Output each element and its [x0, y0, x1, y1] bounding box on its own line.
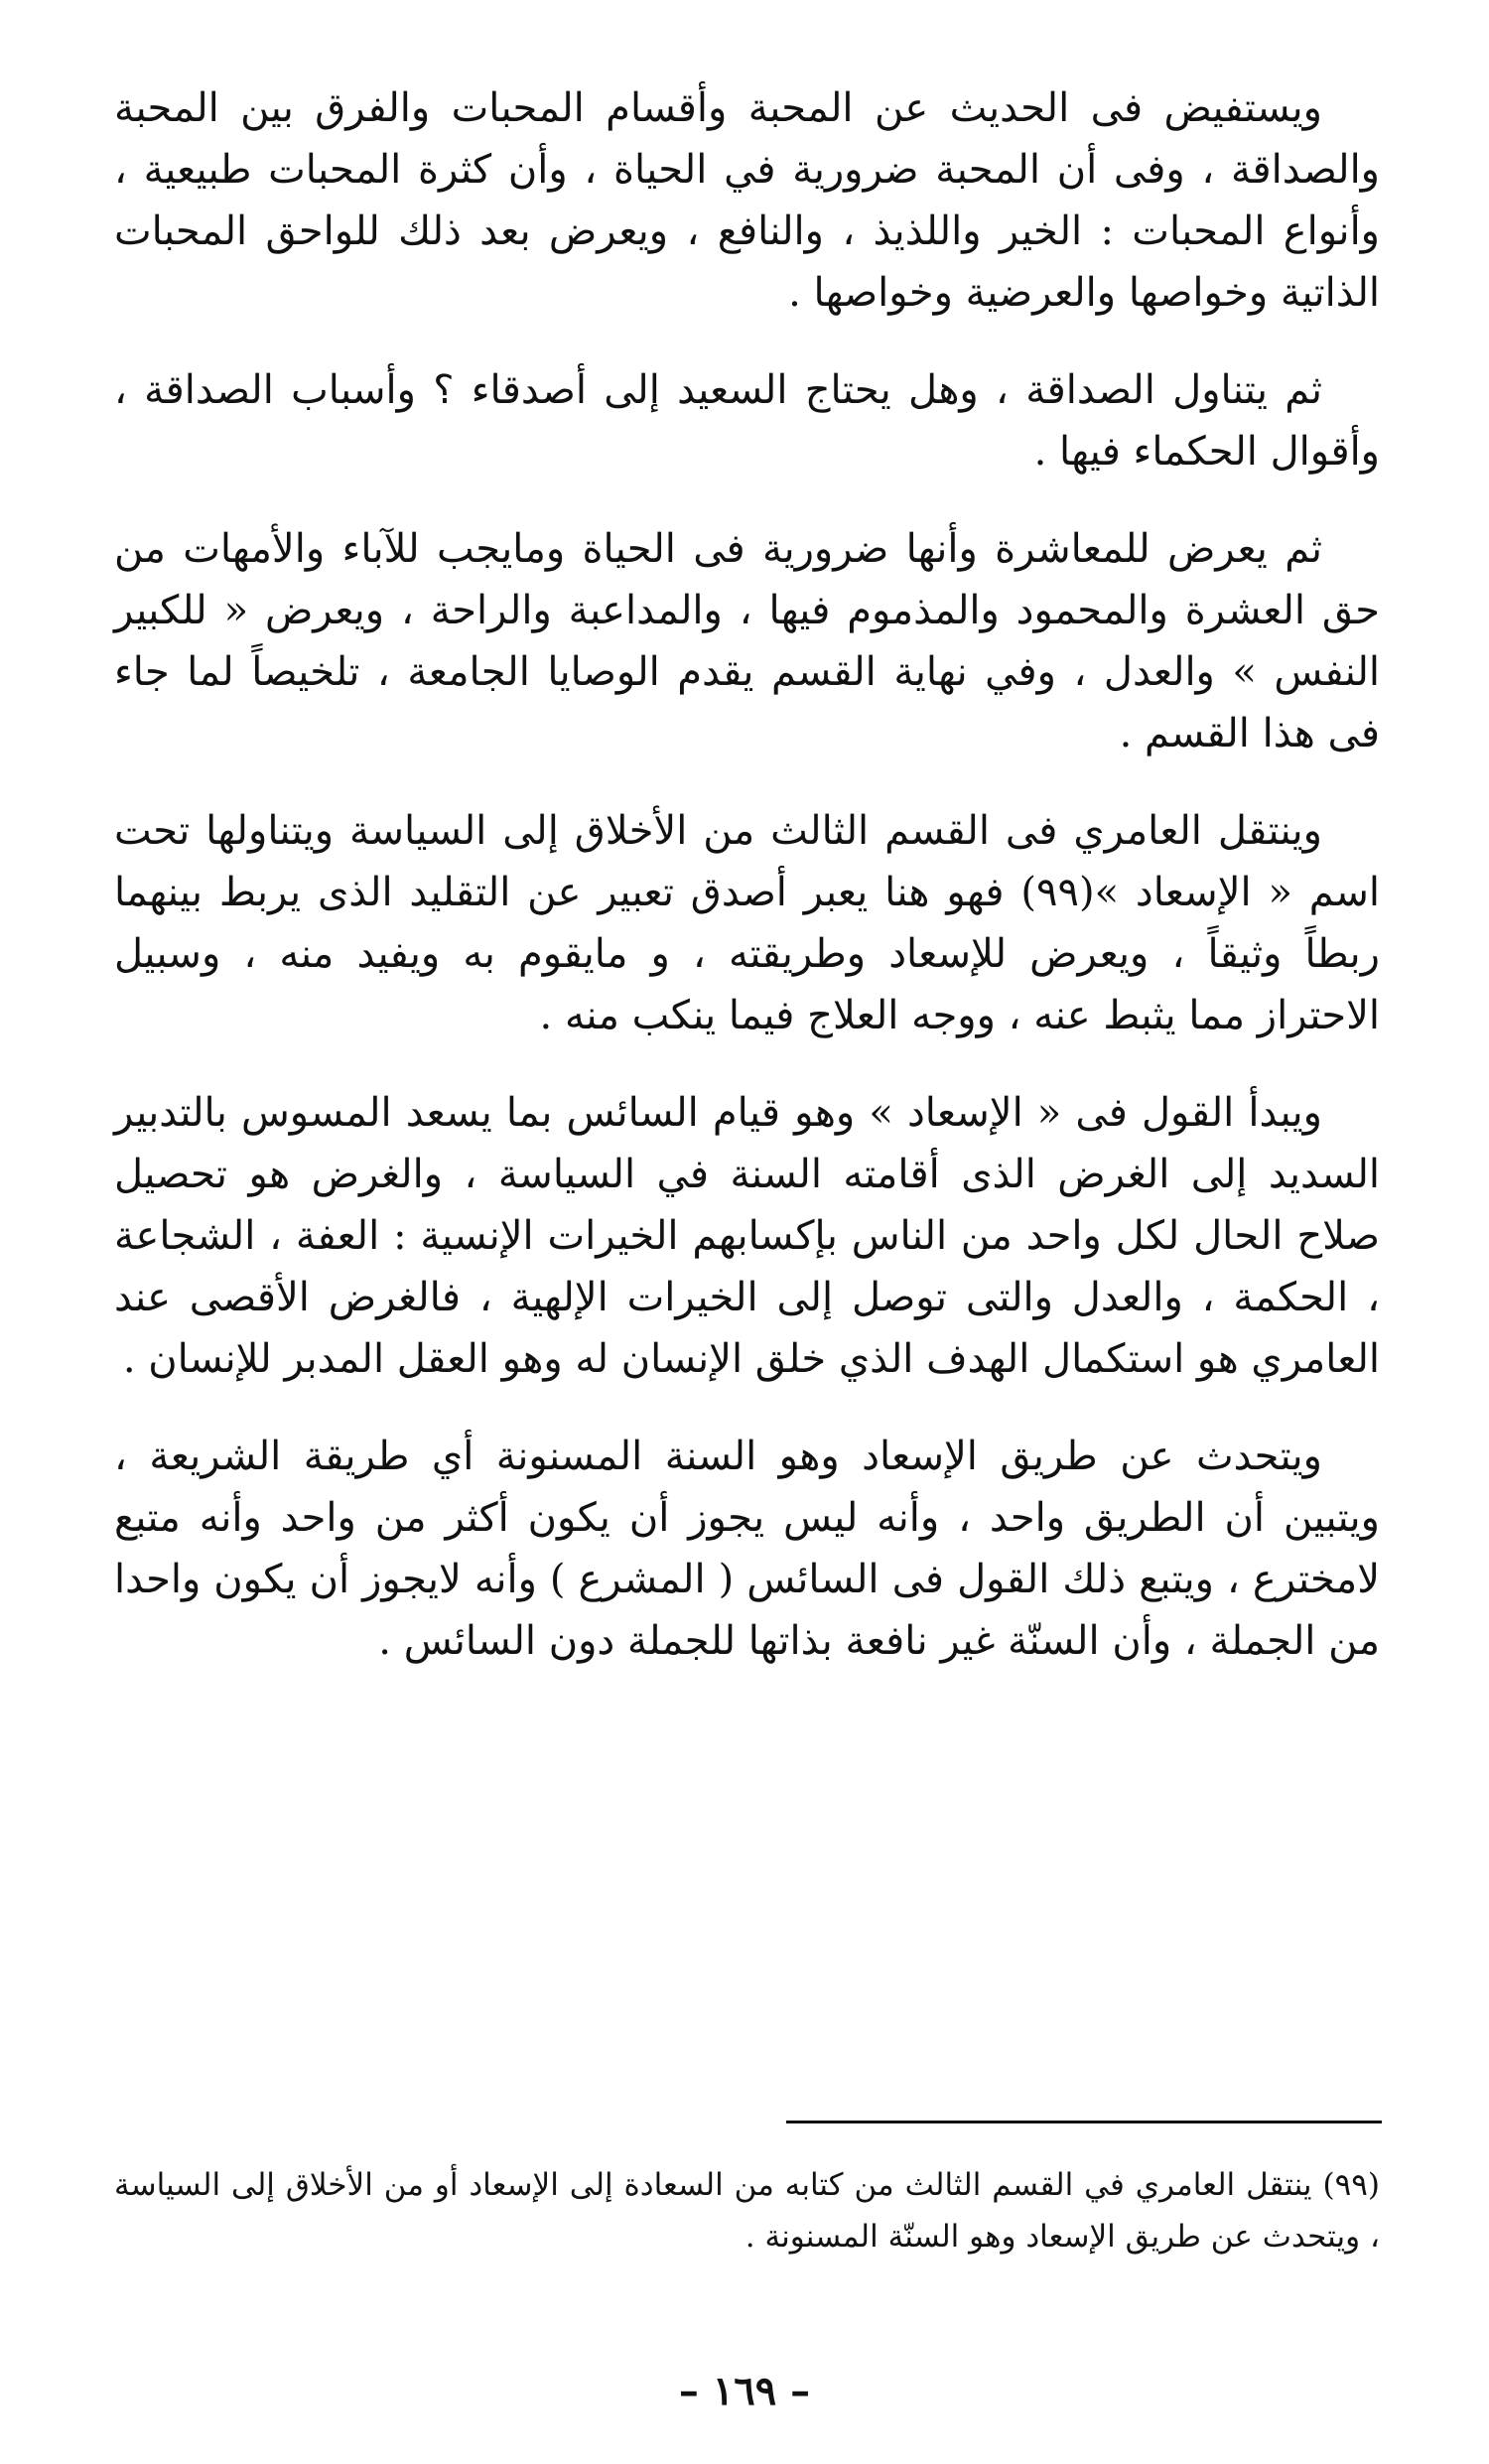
paragraph-love-and-friendship: ويستفيض فى الحديث عن المحبة وأقسام المحبات والفرق بين المحبة والصداقة ، وفى أن المحبة ضرورية في الحياة ، وأن كثرة المحبات طبيعية ، وأنواع المحبات : الخير واللذيذ ، والنافع ، ويعرض بعد ذلك للواحق المحبات الذاتية وخواصها والعرضية وخواصها .: [114, 85, 1380, 316]
paragraph-isaad-definition: ويبدأ القول فى « الإسعاد » وهو قيام السائس بما يسعد المسوس بالتدبير السديد إلى الغرض الذى أقامته السنة في السياسة ، والغرض هو تحصيل صلاح الحال لكل واحد من الناس بإكسابهم الخيرات الإنسية : العفة ، الشجاعة ، الحكمة ، والعدل والتى توصل إلى الخيرات الإلهية ، فالغرض الأقصى عند العامري هو استكمال الهدف الذي خلق الإنسان له وهو العقل المدبر للإنسان .: [114, 1090, 1380, 1382]
footnote-divider: [786, 2121, 1382, 2123]
footnote-99: (٩٩) ينتقل العامري في القسم الثالث من كتابه من السعادة إلى الإسعاد أو من الأخلاق إلى السياسة ، ويتحدث عن طريق الإسعاد وهو السنّة المسنونة .: [114, 2167, 1380, 2255]
page-number: – ١٦٩ –: [678, 2368, 811, 2414]
main-text: [114, 77, 1380, 1708]
paragraph-path-of-isaad: ويتحدث عن طريق الإسعاد وهو السنة المسنونة أي طريقة الشريعة ، ويتبين أن الطريق واحد ، وأنه ليس يجوز أن يكون أكثر من واحد وأنه متبع لامخترع ، ويتبع ذلك القول فى السائس ( المشرع ) وأنه لايجوز أن يكون واحدا من الجملة ، وأن السنّة غير نافعة بذاتها للجملة دون السائس .: [114, 1434, 1380, 1664]
paragraph-friendship: ثم يتناول الصداقة ، وهل يحتاج السعيد إلى أصدقاء ؟ وأسباب الصداقة ، وأقوال الحكماء فيها .: [114, 367, 1380, 475]
paragraph-politics-isaad: وينتقل العامري فى القسم الثالث من الأخلاق إلى السياسة ويتناولها تحت اسم « الإسعاد »(٩٩) فهو هنا يعبر أصدق تعبير عن التقليد الذى يربط بينهما ربطاً وثيقاً ، ويعرض للإسعاد وطريقته ، و مايقوم به ويفيد منه ، وسبيل الاحتراز مما يثبط عنه ، ووجه العلاج فيما ينكب منه .: [114, 808, 1381, 1038]
paragraph-social-intercourse: ثم يعرض للمعاشرة وأنها ضرورية فى الحياة ومايجب للآباء والأمهات من حق العشرة والمحمود والمذموم فيها ، والمداعبة والراحة ، ويعرض « للكبير النفس » والعدل ، وفي نهاية القسم يقدم الوصايا الجامعة ، تلخيصاً لما جاء فى هذا القسم .: [114, 526, 1380, 756]
